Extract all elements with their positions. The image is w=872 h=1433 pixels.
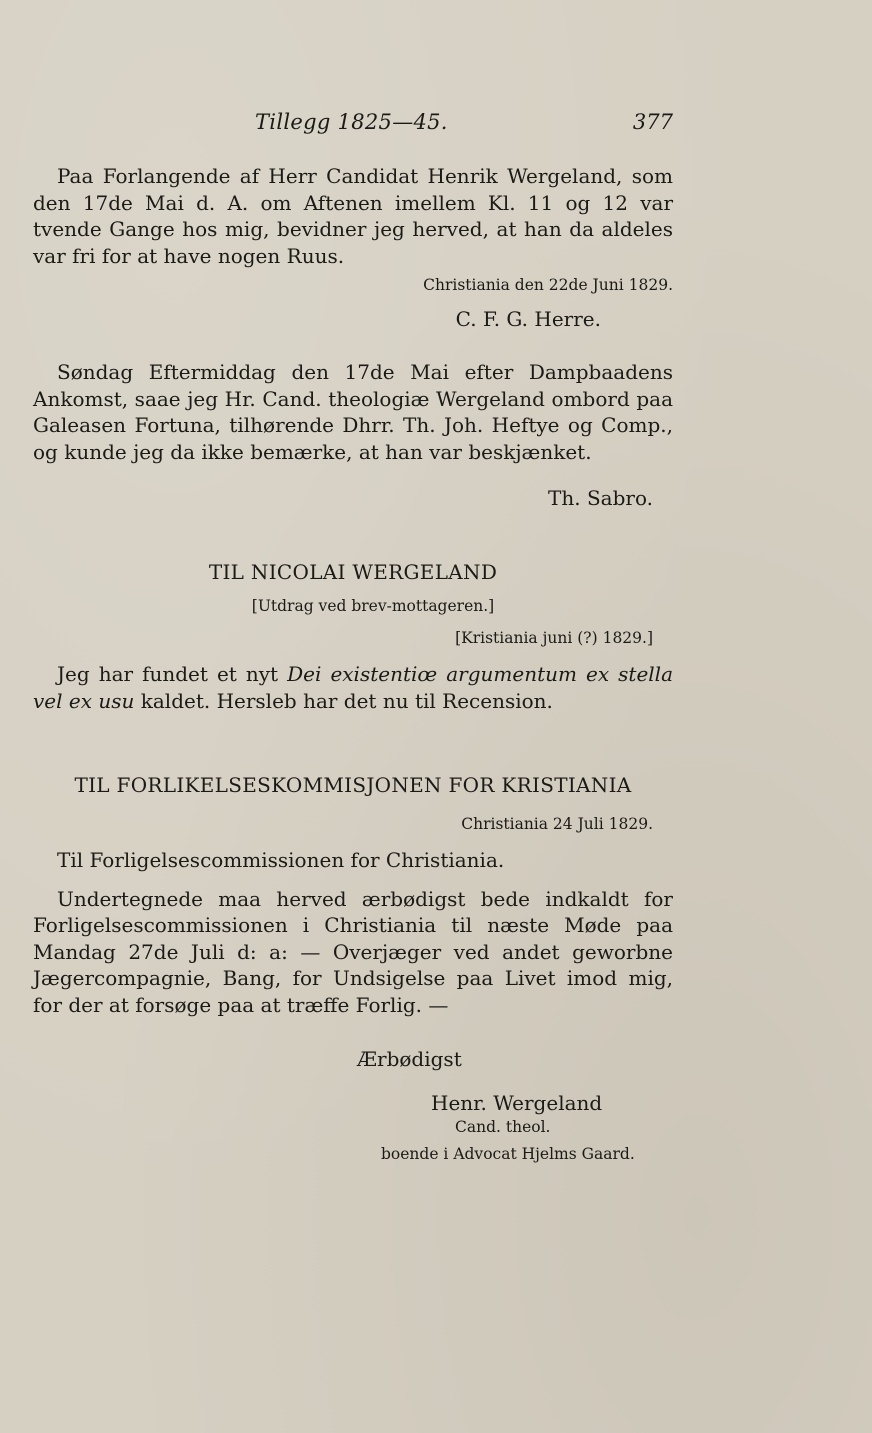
editor-note: [Utdrag ved brev-mottageren.]	[251, 597, 495, 615]
section1-place-date: [Kristiania juni (?) 1829.]	[455, 629, 653, 647]
section1-text-before: Jeg har fundet et nyt	[57, 662, 288, 686]
letter1-place-date: Christiania den 22de Juni 1829.	[423, 276, 673, 294]
letter1-paragraph: Paa Forlangende af Herr Candidat Henrik Wergeland, som den 17de Mai d. A. om Aftenen imellem Kl. 11 og 12 var tvende Gange hos mig, bevidner jeg herved, at han da aldeles var fri for at have nogen Ruus.	[33, 164, 673, 268]
running-header	[33, 110, 673, 144]
section2-signature-title: Cand. theol.	[455, 1118, 551, 1136]
letter1-signature: C. F. G. Herre.	[455, 307, 601, 331]
section2-signature-address: boende i Advocat Hjelms Gaard.	[381, 1145, 635, 1163]
section2-salutation: Til Forligelsescommissionen for Christiania.	[57, 848, 505, 872]
section-heading-nicolai: TIL NICOLAI WERGELAND	[208, 560, 498, 584]
book-page	[33, 110, 673, 1165]
page-number: 377	[632, 110, 673, 134]
section2-place-date: Christiania 24 Juli 1829.	[461, 815, 653, 833]
section-heading-forlikelseskommisjonen: TIL FORLIKELSESKOMMISJONEN FOR KRISTIANIA	[74, 773, 632, 797]
letter2-signature: Th. Sabro.	[548, 486, 653, 510]
section1-text-after: kaldet. Hersleb har det nu til Recension.	[134, 688, 553, 713]
section2-signature-name: Henr. Wergeland	[431, 1091, 603, 1115]
letter2-paragraph: Søndag Eftermiddag den 17de Mai efter Dampbaadens Ankomst, saae jeg Hr. Cand. theologiæ Wergeland ombord paa Galeasen Fortuna, tilhørende Dhrr. Th. Joh. Heftye og Comp., og kunde jeg da ikke bemærke, at han var beskjænket.	[33, 360, 673, 464]
section1-paragraph	[33, 661, 673, 714]
running-title: Tillegg 1825—45.	[255, 110, 448, 134]
section1-latin-title: Dei existentiœ argumentum ex stella vel ex usu	[33, 662, 673, 713]
section2-closing: Ærbødigst	[357, 1047, 462, 1071]
section2-paragraph: Undertegnede maa herved ærbødigst bede indkaldt for Forligelsescommissionen i Christiania til næste Møde paa Mandag 27de Juli d: a: — Overjæger ved andet geworbne Jægercompagnie, Bang, for Undsigelse paa Livet imod mig, for der at forsøge paa at træffe Forlig. —	[33, 886, 673, 1017]
